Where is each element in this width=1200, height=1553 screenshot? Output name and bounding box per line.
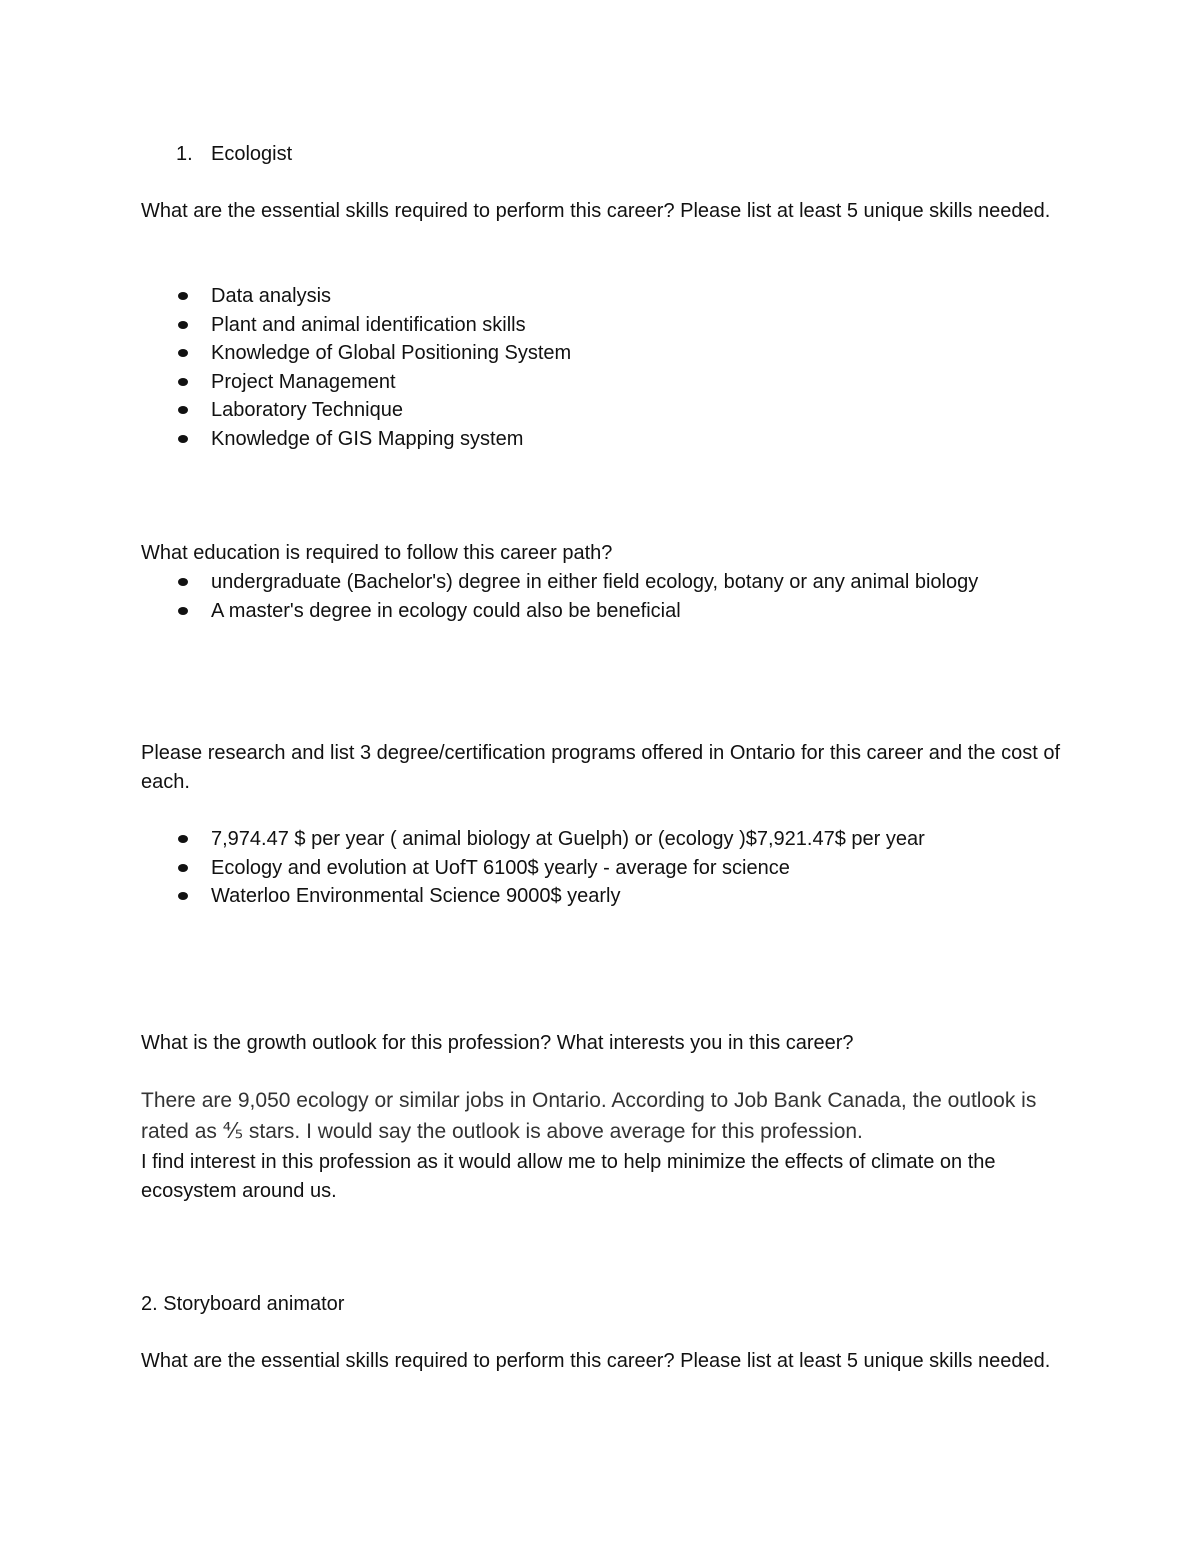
career-1-heading — [0, 140, 1200, 170]
bullet-icon — [178, 378, 188, 386]
bullet-icon — [178, 292, 188, 300]
bullet-icon — [178, 835, 188, 843]
career-2-skills-question: What are the essential skills required to perform this career? Please list at least 5 unique skills needed. — [141, 1350, 1051, 1372]
bullet-icon — [178, 406, 188, 414]
list-item: Waterloo Environmental Science 9000$ yearly — [0, 882, 1200, 911]
outlook-answer-stats: There are 9,050 ecology or similar jobs in Ontario. According to Job Bank Canada, the outlook is rated as ⅘ stars. I would say the outlook is above average for this profession. — [141, 1089, 1037, 1143]
outlook-question: What is the growth outlook for this profession? What interests you in this career? — [141, 1032, 854, 1054]
career-1-number: 1. — [176, 143, 193, 165]
career-2-heading: 2. Storyboard animator — [141, 1293, 345, 1315]
bullet-icon — [178, 864, 188, 872]
outlook-answer-interest: I find interest in this profession as it would allow me to help minimize the effects of climate on the ecosystem around us. — [141, 1151, 996, 1202]
career-1-title: Ecologist — [211, 143, 293, 165]
bullet-icon — [178, 321, 188, 329]
list-item: A master's degree in ecology could also be beneficial — [0, 597, 1200, 626]
list-item: Project Management — [0, 368, 1200, 397]
bullet-icon — [178, 349, 188, 357]
list-item: Plant and animal identification skills — [0, 311, 1200, 340]
list-item: 7,974.47 $ per year ( animal biology at Guelph) or (ecology )$7,921.47$ per year — [0, 825, 1200, 854]
bullet-icon — [178, 578, 188, 586]
list-item: Ecology and evolution at UofT 6100$ yearly - average for science — [0, 854, 1200, 883]
list-item: Data analysis — [0, 282, 1200, 311]
programs-list — [0, 825, 1200, 911]
list-item: undergraduate (Bachelor's) degree in either field ecology, botany or any animal biology — [0, 568, 1200, 597]
bullet-icon — [178, 892, 188, 900]
bullet-icon — [178, 435, 188, 443]
programs-question: Please research and list 3 degree/certification programs offered in Ontario for this career and the cost of each. — [141, 742, 1061, 793]
education-question: What education is required to follow this career path? — [141, 542, 613, 564]
bullet-icon — [178, 607, 188, 615]
skills-question: What are the essential skills required to perform this career? Please list at least 5 unique skills needed. — [141, 200, 1051, 222]
list-item: Knowledge of GIS Mapping system — [0, 425, 1200, 454]
education-list — [0, 568, 1200, 625]
skills-list — [0, 282, 1200, 453]
list-item: Laboratory Technique — [0, 396, 1200, 425]
list-item: Knowledge of Global Positioning System — [0, 339, 1200, 368]
